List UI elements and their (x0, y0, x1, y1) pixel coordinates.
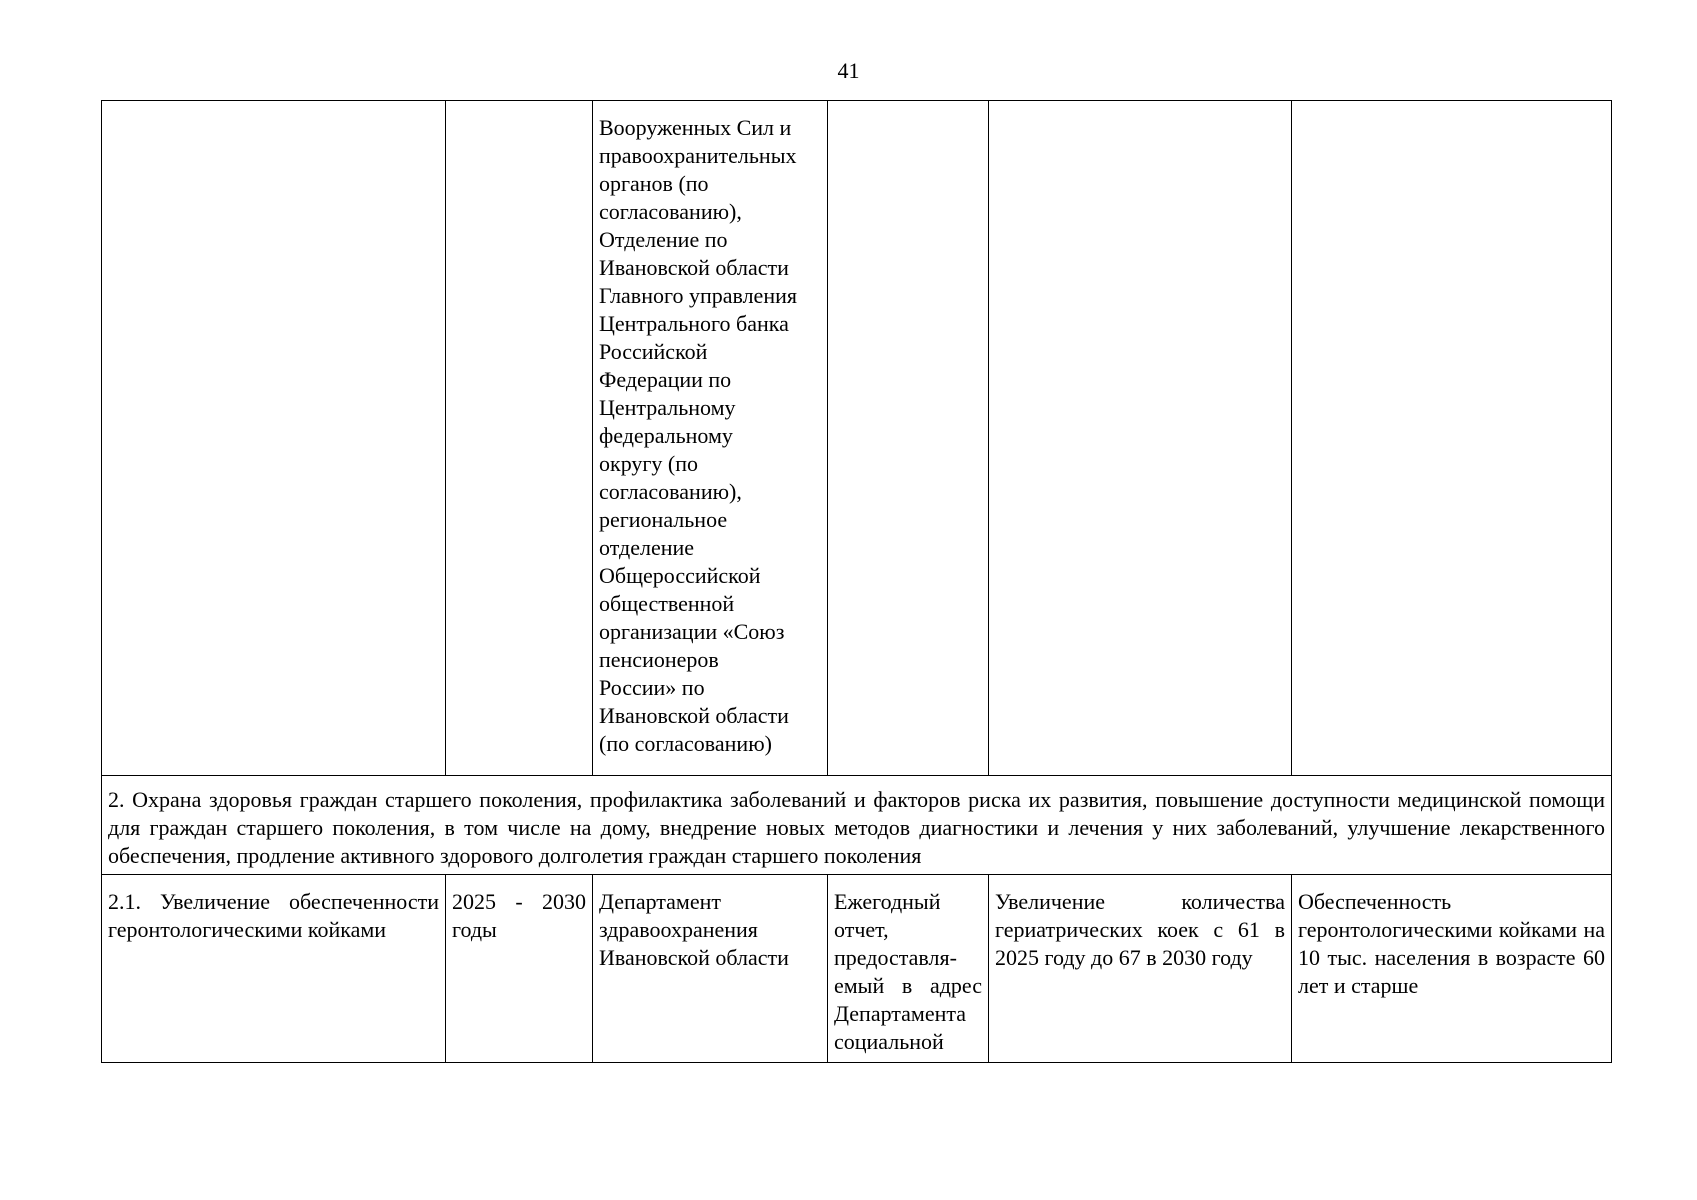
executor-line: Ивановской области (599, 255, 789, 280)
cell-result-empty (989, 101, 1292, 776)
cell-executors-continued (593, 101, 828, 776)
cell-report-form-empty (828, 101, 989, 776)
executor-line: округу (по (599, 451, 699, 476)
executor-line: организации «Союз (599, 619, 785, 644)
executor-line: органов (по (599, 171, 709, 196)
executor-line: правоохранительных (599, 143, 797, 168)
executor-line: отделение (599, 535, 695, 560)
executor-line: согласованию), (599, 479, 742, 504)
executor-line: Федерации по (599, 367, 732, 392)
executor-line: Вооруженных Сил и (599, 115, 792, 140)
executor-line: общественной (599, 591, 735, 616)
cell-period: 2025 - 2030 годы (446, 875, 593, 1063)
section-2-heading: 2. Охрана здоровья граждан старшего поколения, профилактика заболеваний и факторов риска их развития, повышение доступности медицинской помощи для граждан старшего поколения, в том числе на дому, внедрение новых методов диагностики и лечения у них заболеваний, улучшение лекарственного обеспечения, продление активного здорового долголетия граждан старшего поколения (102, 776, 1612, 875)
executor-line: согласованию), (599, 199, 742, 224)
cell-indicator: Обеспеченность геронтологическими койками на 10 тыс. населения в возрасте 60 лет и старше (1292, 875, 1612, 1063)
executor-line: (по согласованию) (599, 731, 772, 756)
action-plan-table (101, 100, 1612, 1063)
cell-executor: Департамент здравоохранения Ивановской области (593, 875, 828, 1063)
executor-line: федеральному (599, 423, 733, 448)
executor-line: Центрального банка (599, 311, 789, 336)
executor-line: Российской (599, 339, 708, 364)
cell-report-form: Ежегодный отчет, предоставля-емый в адрес Департамента социальной (828, 875, 989, 1063)
executor-line: Центральному (599, 395, 736, 420)
cell-activity: 2.1. Увеличение обеспеченности геронтологическими койками (102, 875, 446, 1063)
executor-line: Ивановской области (599, 703, 789, 728)
executor-line: Главного управления (599, 283, 797, 308)
table-row (102, 875, 1612, 1063)
cell-indicator-empty (1292, 101, 1612, 776)
executor-line: региональное (599, 507, 728, 532)
table-row-section-heading (102, 776, 1612, 875)
cell-activity-empty (102, 101, 446, 776)
cell-period-empty (446, 101, 593, 776)
executor-line: пенсионеров (599, 647, 719, 672)
executor-line: Отделение по (599, 227, 728, 252)
table-row-continuation (102, 101, 1612, 776)
executor-line: России» по (599, 675, 705, 700)
cell-result: Увеличение количества гериатрических коек с 61 в 2025 году до 67 в 2030 году (989, 875, 1292, 1063)
executor-line: Общероссийской (599, 563, 761, 588)
page-number: 41 (837, 58, 860, 83)
